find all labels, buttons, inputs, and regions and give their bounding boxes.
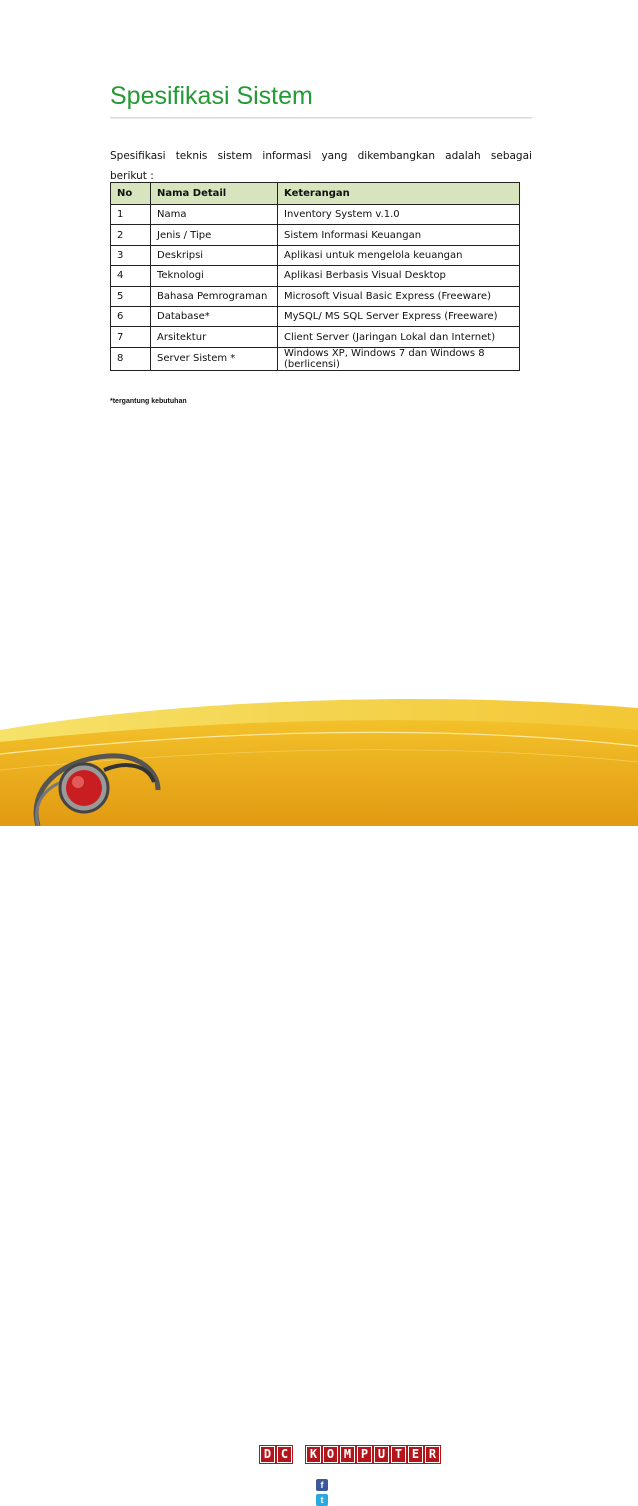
cell-no: 7	[111, 327, 151, 347]
table-row	[111, 347, 520, 370]
cell-nama-detail: Bahasa Pemrograman	[151, 286, 278, 306]
brand-letter: O	[323, 1446, 338, 1463]
header-nama-detail: Nama Detail	[151, 183, 278, 205]
cell-keterangan: Microsoft Visual Basic Express (Freeware)	[278, 286, 520, 306]
brand-letter: U	[374, 1446, 389, 1463]
intro-line-2: berikut :	[110, 170, 154, 182]
title-divider	[110, 117, 532, 119]
homepage-link[interactable]: Homepage : Http://dckomputer.wordpress.com	[175, 1482, 298, 1488]
brand-letter: T	[391, 1446, 406, 1463]
cell-keterangan: Windows XP, Windows 7 dan Windows 8 (berlicensi)	[278, 347, 520, 370]
cell-no: 3	[111, 245, 151, 265]
intro-word: sistem	[217, 150, 253, 162]
cell-keterangan: Aplikasi Berbasis Visual Desktop	[278, 266, 520, 286]
intro-word: informasi	[262, 150, 312, 162]
cell-no: 6	[111, 306, 151, 326]
cell-no: 1	[111, 205, 151, 225]
brand-letter: K	[306, 1446, 321, 1463]
intro-word: adalah	[445, 150, 481, 162]
table-row	[111, 286, 520, 306]
twitter-link[interactable]	[316, 1494, 412, 1506]
twitter-icon: t	[316, 1494, 328, 1506]
facebook-link[interactable]	[316, 1479, 466, 1491]
intro-word: sebagai	[490, 150, 532, 162]
facebook-icon: f	[316, 1479, 328, 1491]
table-row	[111, 205, 520, 225]
brand-letter: R	[425, 1446, 440, 1463]
cell-no: 2	[111, 225, 151, 245]
cell-keterangan: MySQL/ MS SQL Server Express (Freeware)	[278, 306, 520, 326]
intro-paragraph	[110, 146, 532, 186]
brand-letter: M	[340, 1446, 355, 1463]
table-row	[111, 225, 520, 245]
cell-nama-detail: Deskripsi	[151, 245, 278, 265]
footer-banner	[0, 690, 638, 1505]
intro-word: Spesifikasi	[110, 150, 166, 162]
cell-nama-detail: Nama	[151, 205, 278, 225]
intro-line-1	[110, 146, 532, 166]
intro-word: teknis	[175, 150, 208, 162]
cell-keterangan: Sistem Informasi Keuangan	[278, 225, 520, 245]
cell-nama-detail: Arsitektur	[151, 327, 278, 347]
cell-no: 4	[111, 266, 151, 286]
cell-no: 8	[111, 347, 151, 370]
cell-nama-detail: Database*	[151, 306, 278, 326]
cell-no: 5	[111, 286, 151, 306]
brand-letter	[294, 1446, 304, 1463]
intro-word: dikembangkan	[357, 150, 435, 162]
brand-letter: C	[277, 1446, 292, 1463]
cell-keterangan: Inventory System v.1.0	[278, 205, 520, 225]
table-row	[111, 266, 520, 286]
cell-nama-detail: Jenis / Tipe	[151, 225, 278, 245]
brand-logo	[260, 1446, 440, 1463]
cell-keterangan: Client Server (Jaringan Lokal dan Internet)	[278, 327, 520, 347]
brand-letter: E	[408, 1446, 423, 1463]
cell-nama-detail: Teknologi	[151, 266, 278, 286]
brand-letter: P	[357, 1446, 372, 1463]
table-row	[111, 327, 520, 347]
cell-nama-detail: Server Sistem *	[151, 347, 278, 370]
intro-word: yang	[321, 150, 348, 162]
brand-letter: D	[260, 1446, 275, 1463]
cell-keterangan: Aplikasi untuk mengelola keuangan	[278, 245, 520, 265]
table-row	[111, 245, 520, 265]
spec-table	[110, 182, 520, 371]
footnote: *tergantung kebutuhan	[110, 398, 187, 405]
footer-address: JL. JAMBU I NO.224 PERUM BABAKAN, PURBALINGGA.	[230, 1468, 447, 1477]
table-row	[111, 306, 520, 326]
twitter-url[interactable]: https://twitter.com/dckomputer	[332, 1497, 413, 1503]
header-keterangan: Keterangan	[278, 183, 520, 205]
stethoscope-icon	[18, 730, 168, 826]
page-title: Spesifikasi Sistem	[110, 82, 313, 110]
facebook-url[interactable]: https://www.facebook.com/dckomputerpurbalingga	[332, 1482, 466, 1488]
header-no: No	[111, 183, 151, 205]
table-header-row	[111, 183, 520, 205]
